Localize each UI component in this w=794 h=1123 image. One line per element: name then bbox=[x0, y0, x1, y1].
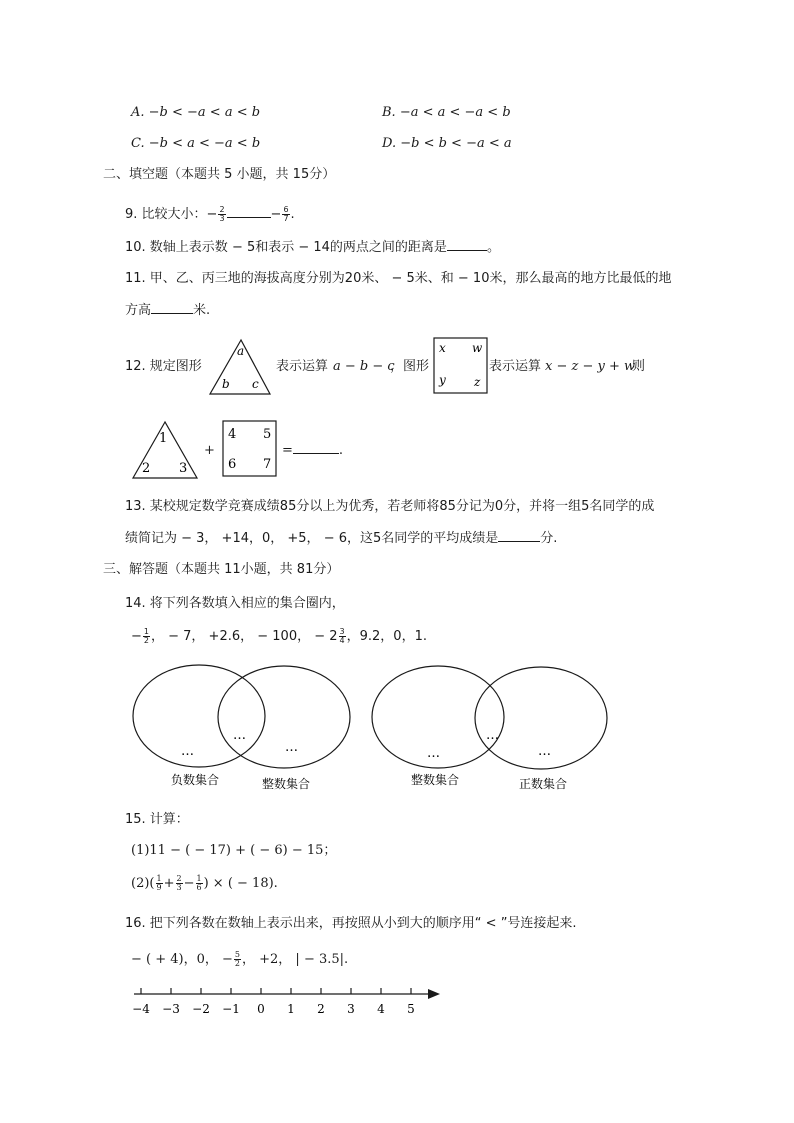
q12-suffix: 则 bbox=[632, 359, 646, 374]
q11-prefix: 方高 bbox=[125, 303, 152, 318]
q12-square-values bbox=[222, 420, 278, 478]
triangle-value-3: 3 bbox=[179, 461, 188, 476]
number-line-tick-label: 3 bbox=[347, 1002, 355, 1016]
venn-dots-3: … bbox=[285, 740, 298, 755]
q10-suffix: 。 bbox=[486, 240, 500, 255]
square-value-7: 7 bbox=[263, 457, 272, 472]
q14-n-prefix: − bbox=[131, 629, 142, 644]
venn-dots-4: … bbox=[427, 746, 440, 761]
q12-triangle-figure bbox=[208, 338, 272, 396]
number-line-tick-label: 2 bbox=[317, 1002, 325, 1016]
q9-answer-blank[interactable] bbox=[227, 216, 271, 218]
triangle-label-b: b bbox=[222, 377, 230, 391]
q11-line1: 11. 甲、乙、丙三地的海拔高度分别为20米、 − 5米、和 − 10米，那么最高的地方比最低的地 bbox=[125, 271, 672, 286]
question-13-line2 bbox=[125, 532, 557, 545]
q16-numbers bbox=[131, 950, 348, 970]
square-value-5: 5 bbox=[263, 427, 272, 442]
square-label-z: z bbox=[474, 375, 481, 389]
q12-expr2: x − z − y + w bbox=[545, 359, 636, 374]
q14-fraction-2: $\frac{3}{4}$ bbox=[339, 627, 345, 645]
q15-part2 bbox=[131, 874, 278, 894]
q15-fraction-2: $\frac{2}{3}$ bbox=[176, 874, 182, 892]
q12-plus: + bbox=[204, 443, 215, 458]
q9-minus: − bbox=[270, 207, 282, 222]
number-line-tick-label: −2 bbox=[192, 1002, 210, 1016]
venn-left-integer-set bbox=[218, 666, 350, 768]
q14-venn-diagrams bbox=[0, 660, 794, 800]
triangle-label-a: a bbox=[237, 344, 245, 358]
section-3-title: 三、解答题（本题共 11小题，共 81分） bbox=[103, 562, 340, 577]
q12-mid1: 表示运算 bbox=[276, 359, 329, 374]
q9-fraction-2: $\frac{6}{7}$ bbox=[283, 205, 289, 223]
label-integer-set-1: 整数集合 bbox=[262, 777, 311, 791]
option-c: C. −b < a < −a < b bbox=[131, 136, 261, 151]
number-line-arrow bbox=[428, 989, 440, 999]
q15-p2-suffix: ) × ( − 18). bbox=[203, 876, 278, 891]
number-line-tick-label: −4 bbox=[132, 1002, 150, 1016]
number-line-tick-label: −1 bbox=[222, 1002, 240, 1016]
q14-n-mid: ， − 7， +2.6， − 100， − 2 bbox=[151, 629, 338, 644]
q15-fraction-3: $\frac{1}{6}$ bbox=[196, 874, 202, 892]
q16-n-prefix: − ( + 4)，0， − bbox=[131, 952, 233, 967]
q9-suffix: . bbox=[290, 207, 295, 222]
q12-equals-line bbox=[282, 444, 343, 457]
venn-dots-6: … bbox=[538, 744, 551, 759]
q10-text: 10. 数轴上表示数 − 5和表示 − 14的两点之间的距离是 bbox=[125, 240, 447, 255]
q12-square-figure bbox=[433, 337, 489, 395]
q16-fraction: $\frac{5}{2}$ bbox=[234, 950, 240, 968]
q16-title: 16. 把下列各数在数轴上表示出来，再按照从小到大的顺序用“ < ”号连接起来. bbox=[125, 916, 577, 931]
venn-dots-5: … bbox=[486, 728, 499, 743]
number-line-tick-label: 0 bbox=[257, 1002, 265, 1016]
q12-answer-blank[interactable] bbox=[293, 452, 339, 454]
q10-answer-blank[interactable] bbox=[447, 249, 487, 251]
q13-suffix: 分. bbox=[540, 531, 558, 546]
q15-p2-prefix: (2)( bbox=[131, 876, 155, 891]
label-negative-set: 负数集合 bbox=[171, 773, 220, 787]
q15-title: 15. 计算： bbox=[125, 812, 189, 827]
question-11-line2 bbox=[125, 304, 210, 317]
triangle-value-1: 1 bbox=[159, 431, 168, 446]
section-2-title: 二、填空题（本题共 5 小题，共 15分） bbox=[103, 167, 336, 182]
square-value-6: 6 bbox=[228, 457, 237, 472]
square-label-x: x bbox=[439, 341, 446, 355]
number-line-tick-label: 1 bbox=[287, 1002, 295, 1016]
question-10 bbox=[125, 241, 500, 254]
q13-prefix: 绩简记为 − 3， +14，0， +5， − 6，这5名同学的平均成绩是 bbox=[125, 531, 499, 546]
q13-answer-blank[interactable] bbox=[498, 540, 540, 542]
q12-expr1: a − b − c bbox=[333, 359, 395, 374]
label-positive-set: 正数集合 bbox=[519, 777, 568, 791]
q9-fraction-1: $\frac{2}{3}$ bbox=[219, 205, 225, 223]
number-line-tick-label: 4 bbox=[377, 1002, 385, 1016]
number-line-tick-label: 5 bbox=[407, 1002, 415, 1016]
q12-prefix: 12. 规定图形 bbox=[125, 359, 202, 374]
venn-left-negative-set bbox=[133, 665, 265, 767]
square-label-y: y bbox=[439, 373, 446, 387]
q14-title: 14. 将下列各数填入相应的集合圈内， bbox=[125, 596, 345, 611]
venn-dots-2: … bbox=[233, 728, 246, 743]
number-line-tick-label: −3 bbox=[162, 1002, 180, 1016]
square-label-w: w bbox=[472, 341, 483, 355]
q14-n-suffix: ，9.2，0，1. bbox=[346, 629, 427, 644]
option-d: D. −b < b < −a < a bbox=[382, 136, 512, 151]
triangle-value-2: 2 bbox=[142, 461, 151, 476]
q12-mid3: 表示运算 bbox=[489, 359, 542, 374]
triangle-label-c: c bbox=[252, 377, 259, 391]
q15-plus: + bbox=[163, 876, 175, 891]
q12-end: . bbox=[338, 443, 344, 458]
option-b: B. −a < a < −a < b bbox=[382, 105, 511, 120]
q12-equals: = bbox=[282, 443, 293, 458]
q15-fraction-1: $\frac{1}{9}$ bbox=[156, 874, 162, 892]
q15-minus: − bbox=[183, 876, 195, 891]
square-value-4: 4 bbox=[228, 427, 237, 442]
q9-prefix: 9. 比较大小：− bbox=[125, 207, 218, 222]
q16-n-suffix: ， +2， | − 3.5|. bbox=[242, 952, 349, 967]
q14-fraction-1: $\frac{1}{2}$ bbox=[143, 627, 149, 645]
q12-triangle-values bbox=[131, 420, 199, 480]
question-9 bbox=[125, 205, 295, 225]
q12-mid2: ，图形 bbox=[390, 359, 430, 374]
q15-part1: (1)11 − ( − 17) + ( − 6) − 15； bbox=[131, 843, 337, 858]
q11-answer-blank[interactable] bbox=[151, 312, 193, 314]
q11-suffix: 米. bbox=[193, 303, 211, 318]
number-line bbox=[120, 980, 450, 1025]
q13-line1: 13. 某校规定数学竞赛成绩85分以上为优秀，若老师将85分记为0分，并将一组5名同学的成 bbox=[125, 499, 655, 514]
q14-numbers bbox=[131, 627, 427, 647]
venn-dots-1: … bbox=[181, 744, 194, 759]
label-integer-set-2: 整数集合 bbox=[411, 773, 460, 787]
option-a: A. −b < −a < a < b bbox=[131, 105, 261, 120]
